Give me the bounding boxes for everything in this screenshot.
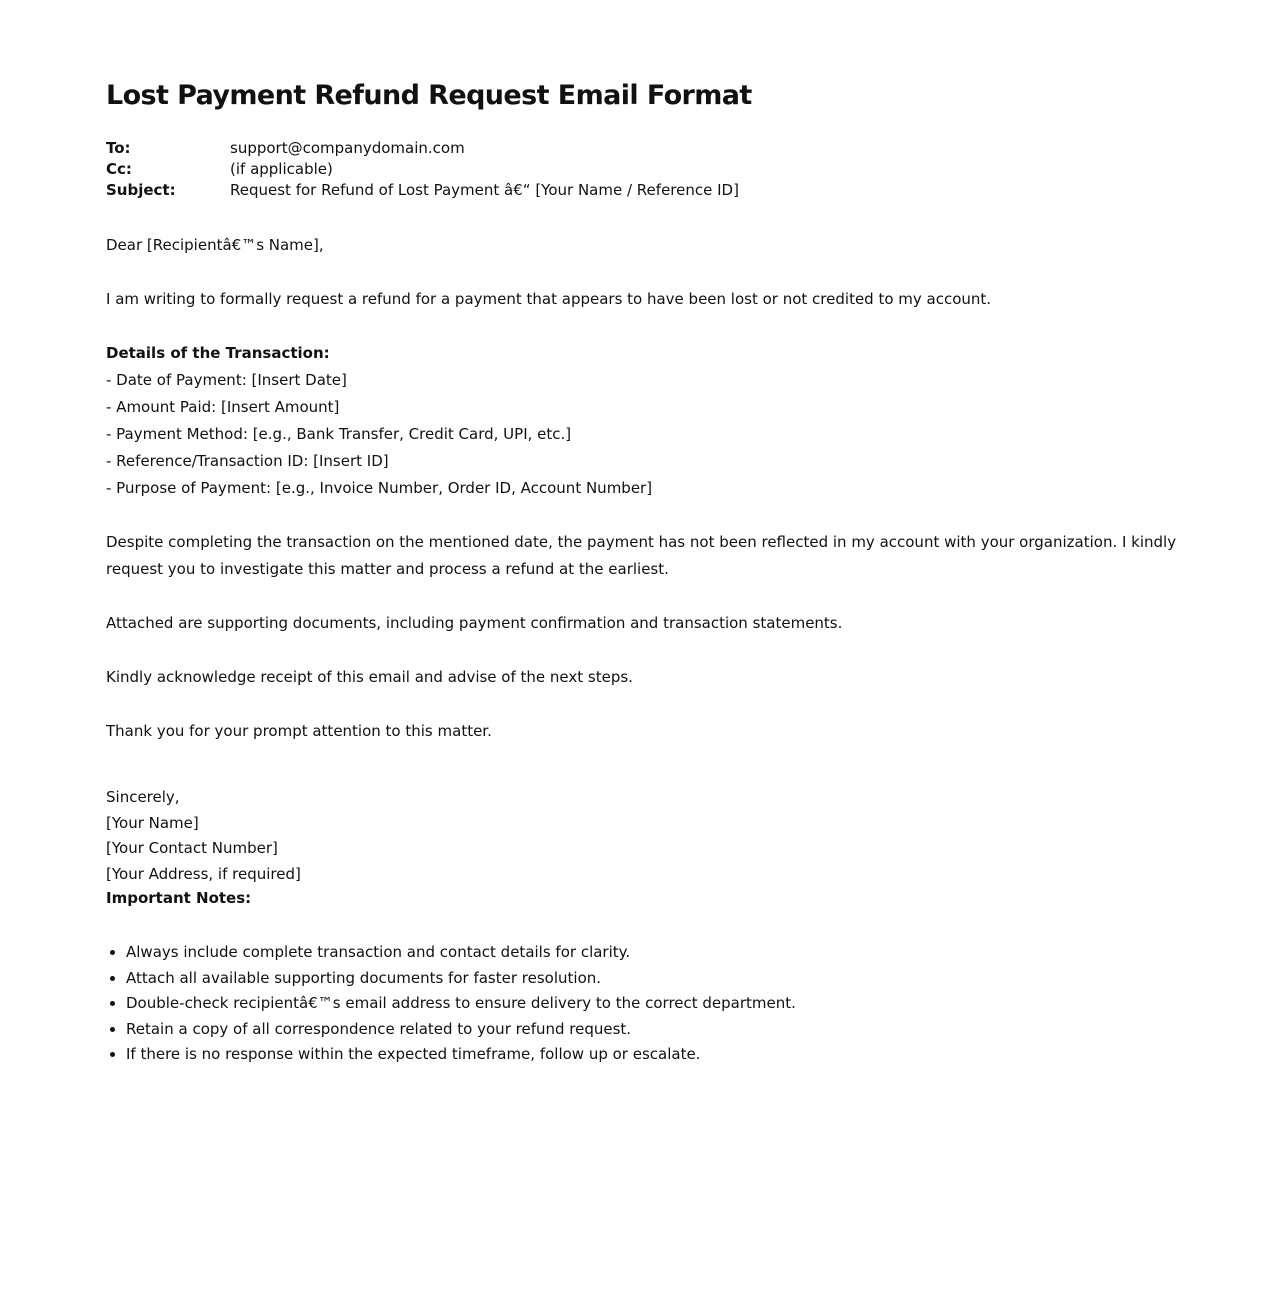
notes-list (106, 940, 1186, 1068)
to-label: To: (106, 139, 131, 157)
attached-paragraph: Attached are supporting documents, including payment confirmation and transaction statements. (106, 614, 843, 632)
list-item: • Attach all available supporting documents for faster resolution. (126, 966, 1186, 992)
detail-method: - Payment Method: [e.g., Bank Transfer, Credit Card, UPI, etc.] (106, 425, 572, 443)
email-header (106, 138, 1186, 201)
greeting: Dear [Recipientâ€™s Name], (106, 236, 324, 254)
subject-row (106, 180, 1186, 201)
email-body (106, 232, 1186, 745)
detail-reference: - Reference/Transaction ID: [Insert ID] (106, 452, 389, 470)
to-row (106, 138, 1186, 159)
subject-value: Request for Refund of Lost Payment â€“ [Your Name / Reference ID] (230, 181, 739, 199)
detail-date: - Date of Payment: [Insert Date] (106, 371, 347, 389)
to-value: support@companydomain.com (230, 139, 465, 157)
cc-row (106, 159, 1186, 180)
page-title: Lost Payment Refund Request Email Format (106, 80, 752, 111)
list-item: • Retain a copy of all correspondence related to your refund request. (126, 1017, 1186, 1043)
signoff-contact: [Your Contact Number] (106, 839, 278, 857)
list-item: • Always include complete transaction and contact details for clarity. (126, 940, 1186, 966)
cc-value: (if applicable) (230, 160, 333, 178)
signoff-closing: Sincerely, (106, 788, 180, 806)
investigate-paragraph: Despite completing the transaction on the mentioned date, the payment has not been reflected in my account with your organization. I kindly request you to investigate this matter and process a refund at the earliest. (106, 533, 1177, 578)
cc-label: Cc: (106, 160, 132, 178)
detail-amount: - Amount Paid: [Insert Amount] (106, 398, 340, 416)
detail-purpose: - Purpose of Payment: [e.g., Invoice Number, Order ID, Account Number] (106, 479, 653, 497)
subject-label: Subject: (106, 181, 176, 199)
list-item: • If there is no response within the expected timeframe, follow up or escalate. (126, 1042, 1186, 1068)
transaction-details (106, 340, 1186, 502)
list-item: • Double-check recipientâ€™s email address to ensure delivery to the correct department. (126, 991, 1186, 1017)
signature-block (106, 785, 1186, 887)
notes-heading: Important Notes: (106, 889, 252, 907)
intro-paragraph: I am writing to formally request a refund for a payment that appears to have been lost or not credited to my account. (106, 290, 992, 308)
acknowledge-paragraph: Kindly acknowledge receipt of this email and advise of the next steps. (106, 668, 633, 686)
thanks-paragraph: Thank you for your prompt attention to this matter. (106, 722, 492, 740)
signoff-name: [Your Name] (106, 813, 199, 832)
details-heading: Details of the Transaction: (106, 344, 330, 362)
signoff-address: [Your Address, if required] (106, 864, 301, 883)
